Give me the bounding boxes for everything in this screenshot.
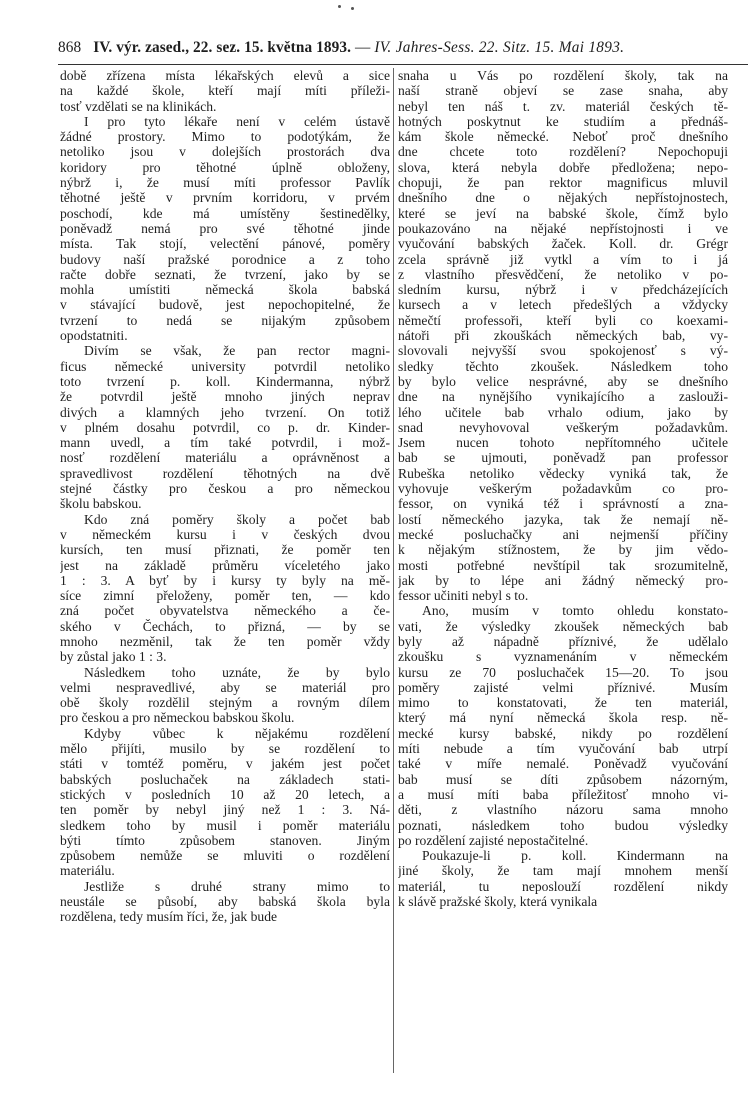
paragraph — [398, 848, 728, 909]
text-line: jest na základě průměru víceletého jako — [60, 557, 390, 573]
text-line: byly až nápadně příznivé, že udělalo — [398, 633, 728, 649]
text-line: lostí německého jazyka, tak že nemají ně- — [398, 511, 728, 527]
text-line: chopuji, že pan rektor magnificus mluvil — [398, 175, 728, 191]
text-line: budovy naší pražské porodnice a z toho — [60, 251, 390, 267]
text-line: tosť vzdělati se na klinikách. — [60, 98, 217, 114]
text-line: mohla umístiti německá škola babská — [60, 282, 390, 298]
page-header — [58, 37, 748, 59]
text-line: poměry zajisté velmi příznivé. Musím — [398, 679, 728, 695]
text-line: vati, že výsledky zkoušek německých bab — [398, 618, 728, 634]
text-line: míti nebude a tím vyučování bab utrpí — [398, 741, 728, 757]
header-german: IV. Jahres-Sess. 22. Sitz. 15. Mai 1893. — [374, 39, 625, 56]
text-line: ficus německé university potvrdil netoliko — [60, 358, 390, 374]
text-line: lého učitele bab vrhalo odium, jako by — [398, 404, 728, 420]
print-marks — [338, 4, 358, 10]
text-line: mecké kursy babské, nikdy po rozdělení — [398, 725, 728, 741]
column-divider — [393, 68, 394, 1073]
text-line: těhotné ještě v prvním korridoru, v prvém — [60, 190, 390, 206]
text-line: I pro tyto lékaře není v celém ústavě — [84, 113, 390, 129]
text-line: vyučování babských žaček. Koll. dr. Grégr — [398, 236, 728, 252]
text-line: zkoušku s vyznamenáním v německém — [398, 649, 728, 665]
text-line: který má nyní německá škola resp. ně- — [398, 710, 728, 726]
text-line: nýbrž i, že musí míti professor Pavlík — [60, 175, 390, 191]
text-line: divých a klamných jeho tvrzení. On totiž — [60, 404, 390, 420]
text-line: sledkem toho by musil i poměr materiálu — [60, 817, 390, 833]
text-line: stických v posledních 10 až 20 letech, a — [60, 786, 390, 802]
text-line: býti tímto způsobem stanoven. Jiným — [60, 832, 390, 848]
text-line: ského v Čechách, to přizná, — by se — [60, 618, 390, 634]
text-line: Jsem nucen tohoto nepřítomného učitele — [398, 435, 728, 451]
text-line: které se jeví na babské škole, čímž bylo — [398, 205, 728, 221]
text-line: z vlastního přesvědčení, že netoliko v po- — [398, 266, 728, 282]
text-line: jak by to lépe ani žádný německý pro- — [398, 572, 728, 588]
text-line: Kdo zná poměry školy a počet bab — [84, 511, 390, 527]
text-line: stejné částky pro českou a pro německou — [60, 481, 390, 497]
text-line: k nějakým stížnostem, že by jim vědo- — [398, 542, 728, 558]
text-line: slova, která nebyla dobře předložena; nepo- — [398, 159, 728, 175]
text-line: způsobem nemůže se mluviti o rozdělení — [60, 848, 390, 864]
text-line: poschodí, kde má umístěny šestinedělky, — [60, 205, 390, 221]
paragraph — [398, 68, 728, 603]
text-line: zná počet obyvatelstva německého a če- — [60, 603, 390, 619]
text-line: Rubeška netoliko vědecky vyniká tak, že — [398, 465, 728, 481]
text-line: kursích, ten musí přiznati, že poměr ten — [60, 542, 390, 558]
text-line: Poukazuje-li p. koll. Kindermann na — [422, 848, 728, 864]
text-line: děti, z vlastního názoru sama mnoho — [398, 802, 728, 818]
text-line: fessor učiniti nebyl s to. — [398, 588, 529, 604]
text-line: v stávající budově, jest nepochopitelné, že — [60, 297, 390, 313]
text-line: vyhovuje veškerým požadavkům co pro- — [398, 481, 728, 497]
text-line: mnoho nezměnil, tak že ten poměr vždy — [60, 633, 390, 649]
paragraph — [60, 665, 390, 726]
text-line: snaha u Vás po rozdělení školy, tak na — [398, 68, 728, 83]
text-line: materiálu. — [60, 863, 115, 879]
text-line: sledky těchto zkoušek. Následkem toho — [398, 358, 728, 374]
text-line: dne na nynějšího vynikajícího a zaslouži- — [398, 389, 728, 405]
text-line: Divím se však, že pan rector magni- — [84, 343, 390, 359]
text-line: kursu ze 70 posluchaček 15—20. To jsou — [398, 664, 728, 680]
text-line: by bylo velice nesprávné, aby se dnešního — [398, 373, 728, 389]
text-line: státi v tomtéž poměru, v jakém jest počet — [60, 756, 390, 772]
text-line: spravedlivost rozdělení těhotných na dvě — [60, 465, 390, 481]
text-line: Následkem toho uznáte, že by bylo — [84, 664, 390, 680]
text-line: račte dobře seznati, že tvrzení, jako by se — [60, 266, 390, 282]
paragraph — [60, 879, 390, 925]
text-line: době zřízena místa lékařských elevů a sice — [60, 68, 390, 83]
text-line: bab musí se díti způsobem názorným, — [398, 771, 728, 787]
right-column — [398, 68, 728, 909]
left-column — [60, 68, 390, 925]
text-line: poznati, následkem toho budou výsledky — [398, 817, 728, 833]
text-line: snad nevyhovoval veškerým požadavkům. — [398, 419, 728, 435]
text-line: mann uvedl, a tím také potvrdil, i mož- — [60, 435, 390, 451]
text-line: pro českou a pro německou babskou školu. — [60, 710, 295, 726]
text-line: kám škole německé. Neboť proč dnešního — [398, 129, 728, 145]
text-line: Kdyby vůbec k nějakému rozdělení — [84, 725, 390, 741]
text-line: naší straně objeví se zase snaha, aby — [398, 83, 728, 99]
text-line: také v míře nemalé. Poněvadž vyučování — [398, 756, 728, 772]
text-line: dnešního dne o nějakých nepřístojnostech, — [398, 190, 728, 206]
text-line: Ano, musím v tomto ohledu konstato- — [422, 603, 728, 619]
text-line: po rozdělení zajisté nepostačitelné. — [398, 832, 589, 848]
text-line: mimo to konstatovati, že ten materiál, — [398, 695, 728, 711]
text-line: místa. Tak stojí, velectění pánové, poměry — [60, 236, 390, 252]
text-line: velmi nespravedlivé, aby se materiál pro — [60, 679, 390, 695]
paragraph — [60, 512, 390, 665]
paragraph — [60, 114, 390, 343]
text-line: fessor, on vyniká též i správností a zna- — [398, 496, 728, 512]
text-line: obě školy rozdělil stejným a rovným dílem — [60, 695, 390, 711]
text-line: 1 : 3. A byť by i kursy ty byly na mě- — [60, 572, 390, 588]
text-line: žádné prostory. Mimo to podotýkám, že — [60, 129, 390, 145]
header-czech: IV. výr. zased., 22. sez. 15. května 1893. — [93, 39, 352, 56]
paragraph — [60, 68, 390, 114]
text-line: neustále se působí, aby babská škola byla — [60, 894, 390, 910]
text-line: Jestliže s druhé strany mimo to — [84, 878, 390, 894]
text-line: na každé škole, kteří mají míti příleži- — [60, 83, 390, 99]
text-line: k slávě pražské školy, která vynikala — [398, 894, 598, 910]
text-line: materiál, tu neposlouží rozdělení nikdy — [398, 878, 728, 894]
text-line: němečtí professoři, kteří byli co koexami- — [398, 312, 728, 328]
text-line: by zůstal jako 1 : 3. — [60, 649, 167, 665]
page-number: 868 — [58, 39, 82, 56]
text-line: poněvadž nemá pro své těhotné jinde — [60, 220, 390, 236]
header-separator: — — [355, 39, 371, 56]
text-line: slovovali nejvyšší svou spokojenosť s vý- — [398, 343, 728, 359]
text-line: dne chcete toto rozdělení? Nepochopuji — [398, 144, 728, 160]
text-line: opodstatniti. — [60, 328, 128, 344]
text-line: koridory pro těhotné úplně obloženy, — [60, 159, 390, 175]
paragraph — [398, 603, 728, 848]
text-line: netoliko jsou v dolejších prostorách dva — [60, 144, 390, 160]
text-line: nebyl ten náš t. zv. materiál českých tě- — [398, 98, 728, 114]
text-line: nosť rozdělení materiálu a oprávněnost a — [60, 450, 390, 466]
text-line: v plném dosahu potvrdil, co p. dr. Kinder- — [60, 419, 390, 435]
text-line: poukazováno na nějaké nepřístojnosti i ve — [398, 220, 728, 236]
text-line: rozdělena, tedy musím říci, že, jak bude — [60, 909, 278, 925]
text-line: toto tvrzení p. koll. Kindermanna, nýbrž — [60, 373, 390, 389]
text-line: sledním kursu, nýbrž i v předcházejících — [398, 282, 728, 298]
paragraph — [60, 726, 390, 879]
text-line: jiné školy, že tam mají mnohem menší — [398, 863, 728, 879]
text-line: mosti potřebné nevštípil tak srozumitelně, — [398, 557, 728, 573]
text-line: hotných poskytnut ke studiím a přednáš- — [398, 113, 728, 129]
text-line: babských posluchaček na základech stati- — [60, 771, 390, 787]
text-line: v německém kursu i v českých dvou — [60, 526, 390, 542]
text-line: mělo přijíti, musilo by se rozdělení to — [60, 741, 390, 757]
paragraph — [60, 343, 390, 511]
text-line: síce zimní přeloženy, poměr ten, — kdo — [60, 588, 390, 604]
text-line: že potvrdil ještě mnoho jiných neprav — [60, 389, 390, 405]
text-line: zcela správně již vytkl a vím to i já — [398, 251, 728, 267]
header-rule — [58, 64, 748, 65]
text-line: a musí míti baba příležitosť mnoho vi- — [398, 786, 728, 802]
text-line: bab se ujmouti, poněvadž pan professor — [398, 450, 728, 466]
text-line: ten poměr by nebyl jiný než 1 : 3. Ná- — [60, 802, 390, 818]
text-line: mecké posluchačky ani nejmenší příčiny — [398, 526, 728, 542]
text-line: tvrzení to nedá se nijakým způsobem — [60, 312, 390, 328]
text-line: školu babskou. — [60, 496, 142, 512]
text-line: kursech a v letech předešlých a vždycky — [398, 297, 728, 313]
text-line: nátoři při zkouškách německých bab, vy- — [398, 328, 728, 344]
